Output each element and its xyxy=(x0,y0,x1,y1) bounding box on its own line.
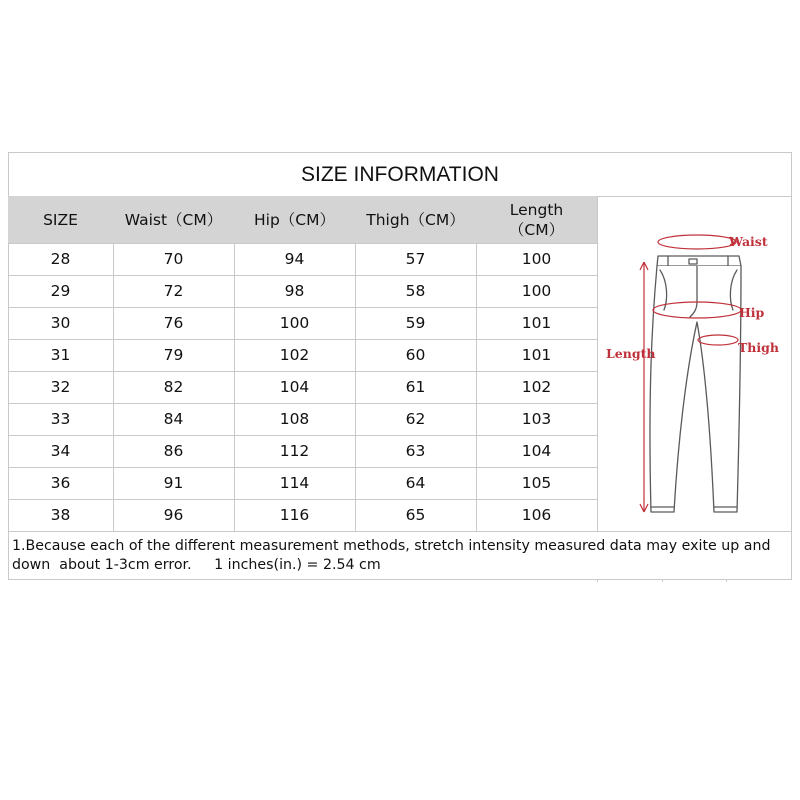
cell-waist: 91 xyxy=(163,474,184,492)
header-hip-label: Hip（CM） xyxy=(254,210,335,229)
header-size xyxy=(8,196,113,243)
cell-thigh: 63 xyxy=(405,442,426,460)
grid-line xyxy=(791,152,792,580)
header-waist xyxy=(113,196,234,243)
cell-size: 28 xyxy=(50,250,71,268)
cell-thigh: 62 xyxy=(405,410,426,428)
cell-length: 106 xyxy=(521,506,552,524)
cell-waist: 96 xyxy=(163,506,184,524)
cell-length: 105 xyxy=(521,474,552,492)
cell-thigh: 65 xyxy=(405,506,426,524)
cell-size: 31 xyxy=(50,346,71,364)
waist-label: Waist xyxy=(729,234,768,249)
pants-measurement-diagram xyxy=(598,222,788,522)
waist-measure-ellipse xyxy=(658,235,736,249)
header-thigh-label: Thigh（CM） xyxy=(366,210,465,229)
cell-length: 104 xyxy=(521,442,552,460)
cell-hip: 100 xyxy=(279,314,310,332)
cell-length: 101 xyxy=(521,346,552,364)
cell-thigh: 59 xyxy=(405,314,426,332)
cell-thigh: 64 xyxy=(405,474,426,492)
length-label: Length xyxy=(606,346,656,361)
cell-waist: 70 xyxy=(163,250,184,268)
measurement-note: 1.Because each of the different measurement methods, stretch intensity measured data may exite up and down about 1-3cm error. 1 inches(in.) = 2.54 cm xyxy=(12,538,775,573)
cell-hip: 112 xyxy=(279,442,310,460)
cell-hip: 102 xyxy=(279,346,310,364)
cell-size: 30 xyxy=(50,314,71,332)
header-waist-label: Waist（CM） xyxy=(124,210,223,229)
header-thigh xyxy=(355,196,476,243)
cell-length: 103 xyxy=(521,410,552,428)
cell-waist: 86 xyxy=(163,442,184,460)
cell-waist: 82 xyxy=(163,378,184,396)
header-size-label: SIZE xyxy=(43,210,78,229)
thigh-label: Thigh xyxy=(738,340,779,355)
grid-line xyxy=(597,579,598,582)
cell-hip: 94 xyxy=(284,250,305,268)
grid-line xyxy=(8,531,792,532)
cell-size: 36 xyxy=(50,474,71,492)
cell-size: 34 xyxy=(50,442,71,460)
cell-thigh: 57 xyxy=(405,250,426,268)
cell-hip: 114 xyxy=(279,474,310,492)
cell-length: 101 xyxy=(521,314,552,332)
cell-waist: 76 xyxy=(163,314,184,332)
cell-hip: 108 xyxy=(279,410,310,428)
grid-line xyxy=(726,579,727,582)
header-hip xyxy=(234,196,355,243)
cell-size: 29 xyxy=(50,282,71,300)
cell-waist: 79 xyxy=(163,346,184,364)
header-length-unit: （CM） xyxy=(508,220,565,239)
header-length xyxy=(476,196,597,243)
grid-line xyxy=(662,579,663,582)
pants-outline xyxy=(650,256,741,512)
cell-hip: 104 xyxy=(279,378,310,396)
cell-waist: 84 xyxy=(163,410,184,428)
cell-length: 102 xyxy=(521,378,552,396)
cell-thigh: 61 xyxy=(405,378,426,396)
cell-size: 33 xyxy=(50,410,71,428)
cell-hip: 98 xyxy=(284,282,305,300)
cell-waist: 72 xyxy=(163,282,184,300)
grid-line xyxy=(8,579,792,580)
cell-length: 100 xyxy=(521,250,552,268)
cell-size: 32 xyxy=(50,378,71,396)
cell-thigh: 58 xyxy=(405,282,426,300)
chart-title: SIZE INFORMATION xyxy=(301,163,499,186)
cell-hip: 116 xyxy=(279,506,310,524)
cell-length: 100 xyxy=(521,282,552,300)
hip-label: Hip xyxy=(739,305,765,320)
cell-thigh: 60 xyxy=(405,346,426,364)
cell-size: 38 xyxy=(50,506,71,524)
header-length-label: Length xyxy=(509,200,564,219)
